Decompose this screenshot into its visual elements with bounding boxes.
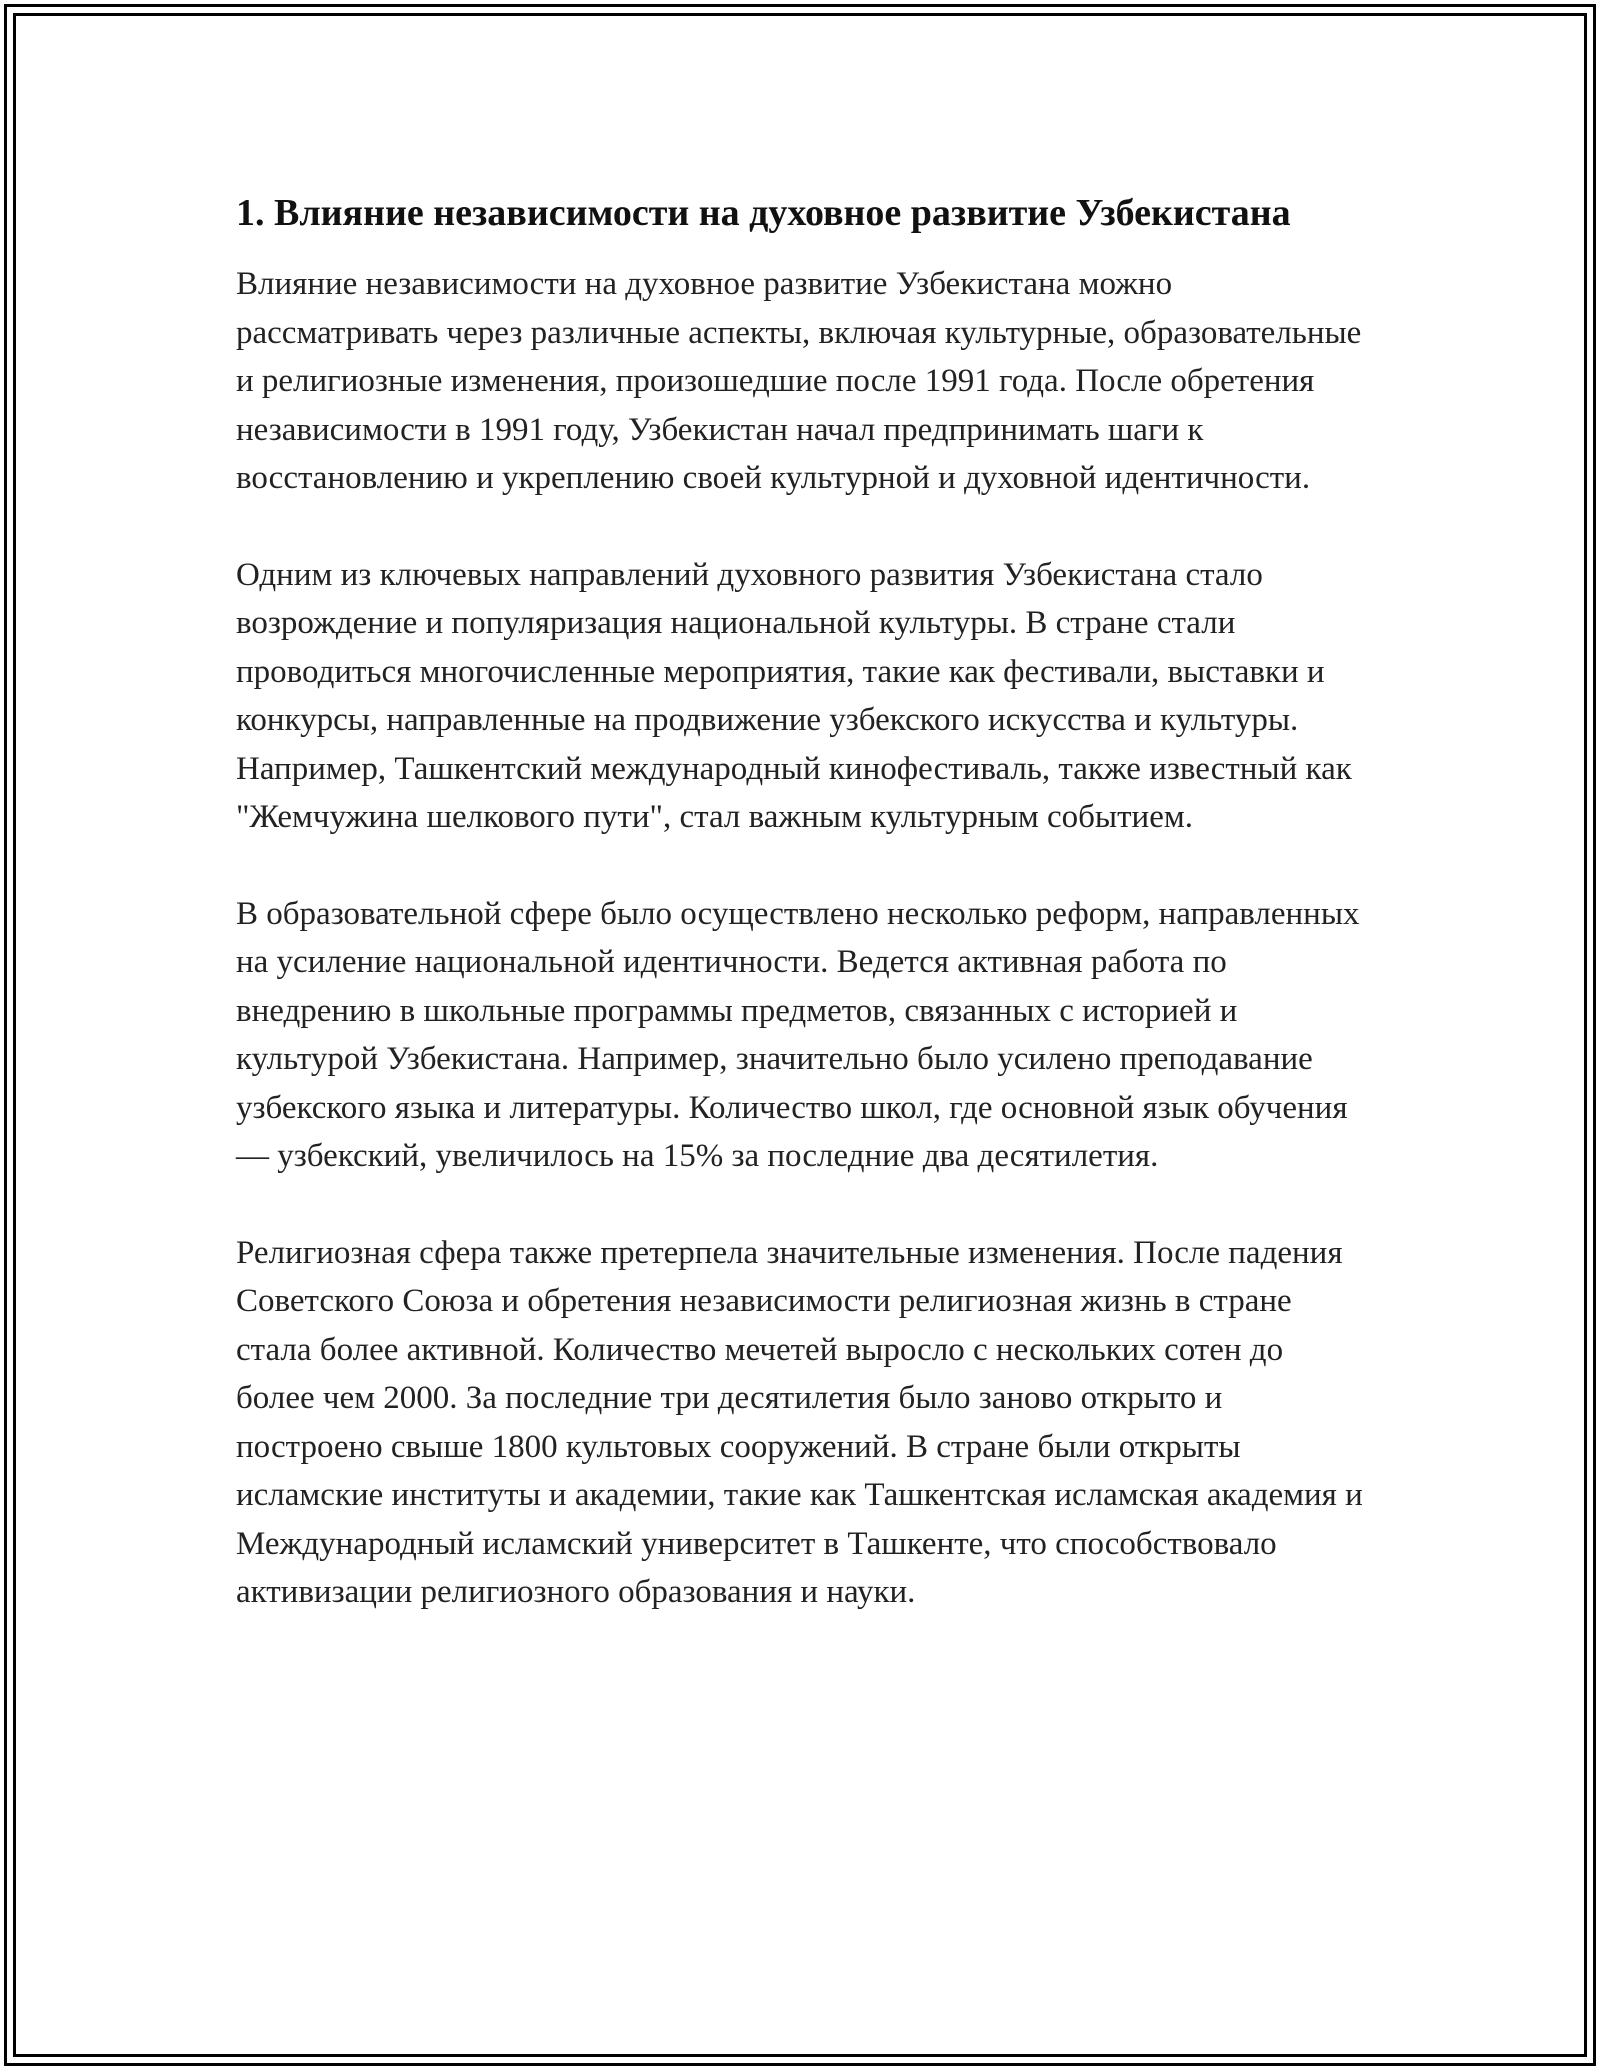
document-body xyxy=(236,186,1366,1617)
paragraph-intro: Влияние независимости на духовное развитие Узбекистана можно рассматривать через различные аспекты, включая культурные, образовательные и религиозные изменения, произошедшие после 1991 года. После обретения независимости в 1991 году, Узбекистан начал предпринимать шаги к восстановлению и укреплению своей культурной и духовной идентичности. xyxy=(236,266,1362,496)
paragraph-religion: Религиозная сфера также претерпела значительные изменения. После падения Советского Союза и обретения независимости религиозная жизнь в стране стала более активной. Количество мечетей выросло с нескольких сотен до более чем 2000. За последние три десятилетия было заново открыто и построено свыше 1800 культовых сооружений. В стране были открыты исламские институты и академии, такие как Ташкентская исламская академия и Международный исламский университет в Ташкенте, что способствовало активизации религиозного образования и науки. xyxy=(236,1234,1363,1610)
section-heading: 1. Влияние независимости на духовное развитие Узбекистана xyxy=(236,192,1291,234)
paragraph-education: В образовательной сфере было осуществлено несколько реформ, направленных на усиление национальной идентичности. Ведется активная работа по внедрению в школьные программы предметов, связанных с историей и культурой Узбекистана. Например, значительно было усилено преподавание узбекского языка и литературы. Количество школ, где основной язык обучения — узбекский, увеличилось на 15% за последние два десятилетия. xyxy=(236,895,1360,1174)
paragraph-culture: Одним из ключевых направлений духовного развития Узбекистана стало возрождение и популяризация национальной культуры. В стране стали проводиться многочисленные мероприятия, такие как фестивали, выставки и конкурсы, направленные на продвижение узбекского искусства и культуры. Например, Ташкентский международный кинофестиваль, также известный как "Жемчужина шелкового пути", стал важным культурным событием. xyxy=(236,556,1352,835)
